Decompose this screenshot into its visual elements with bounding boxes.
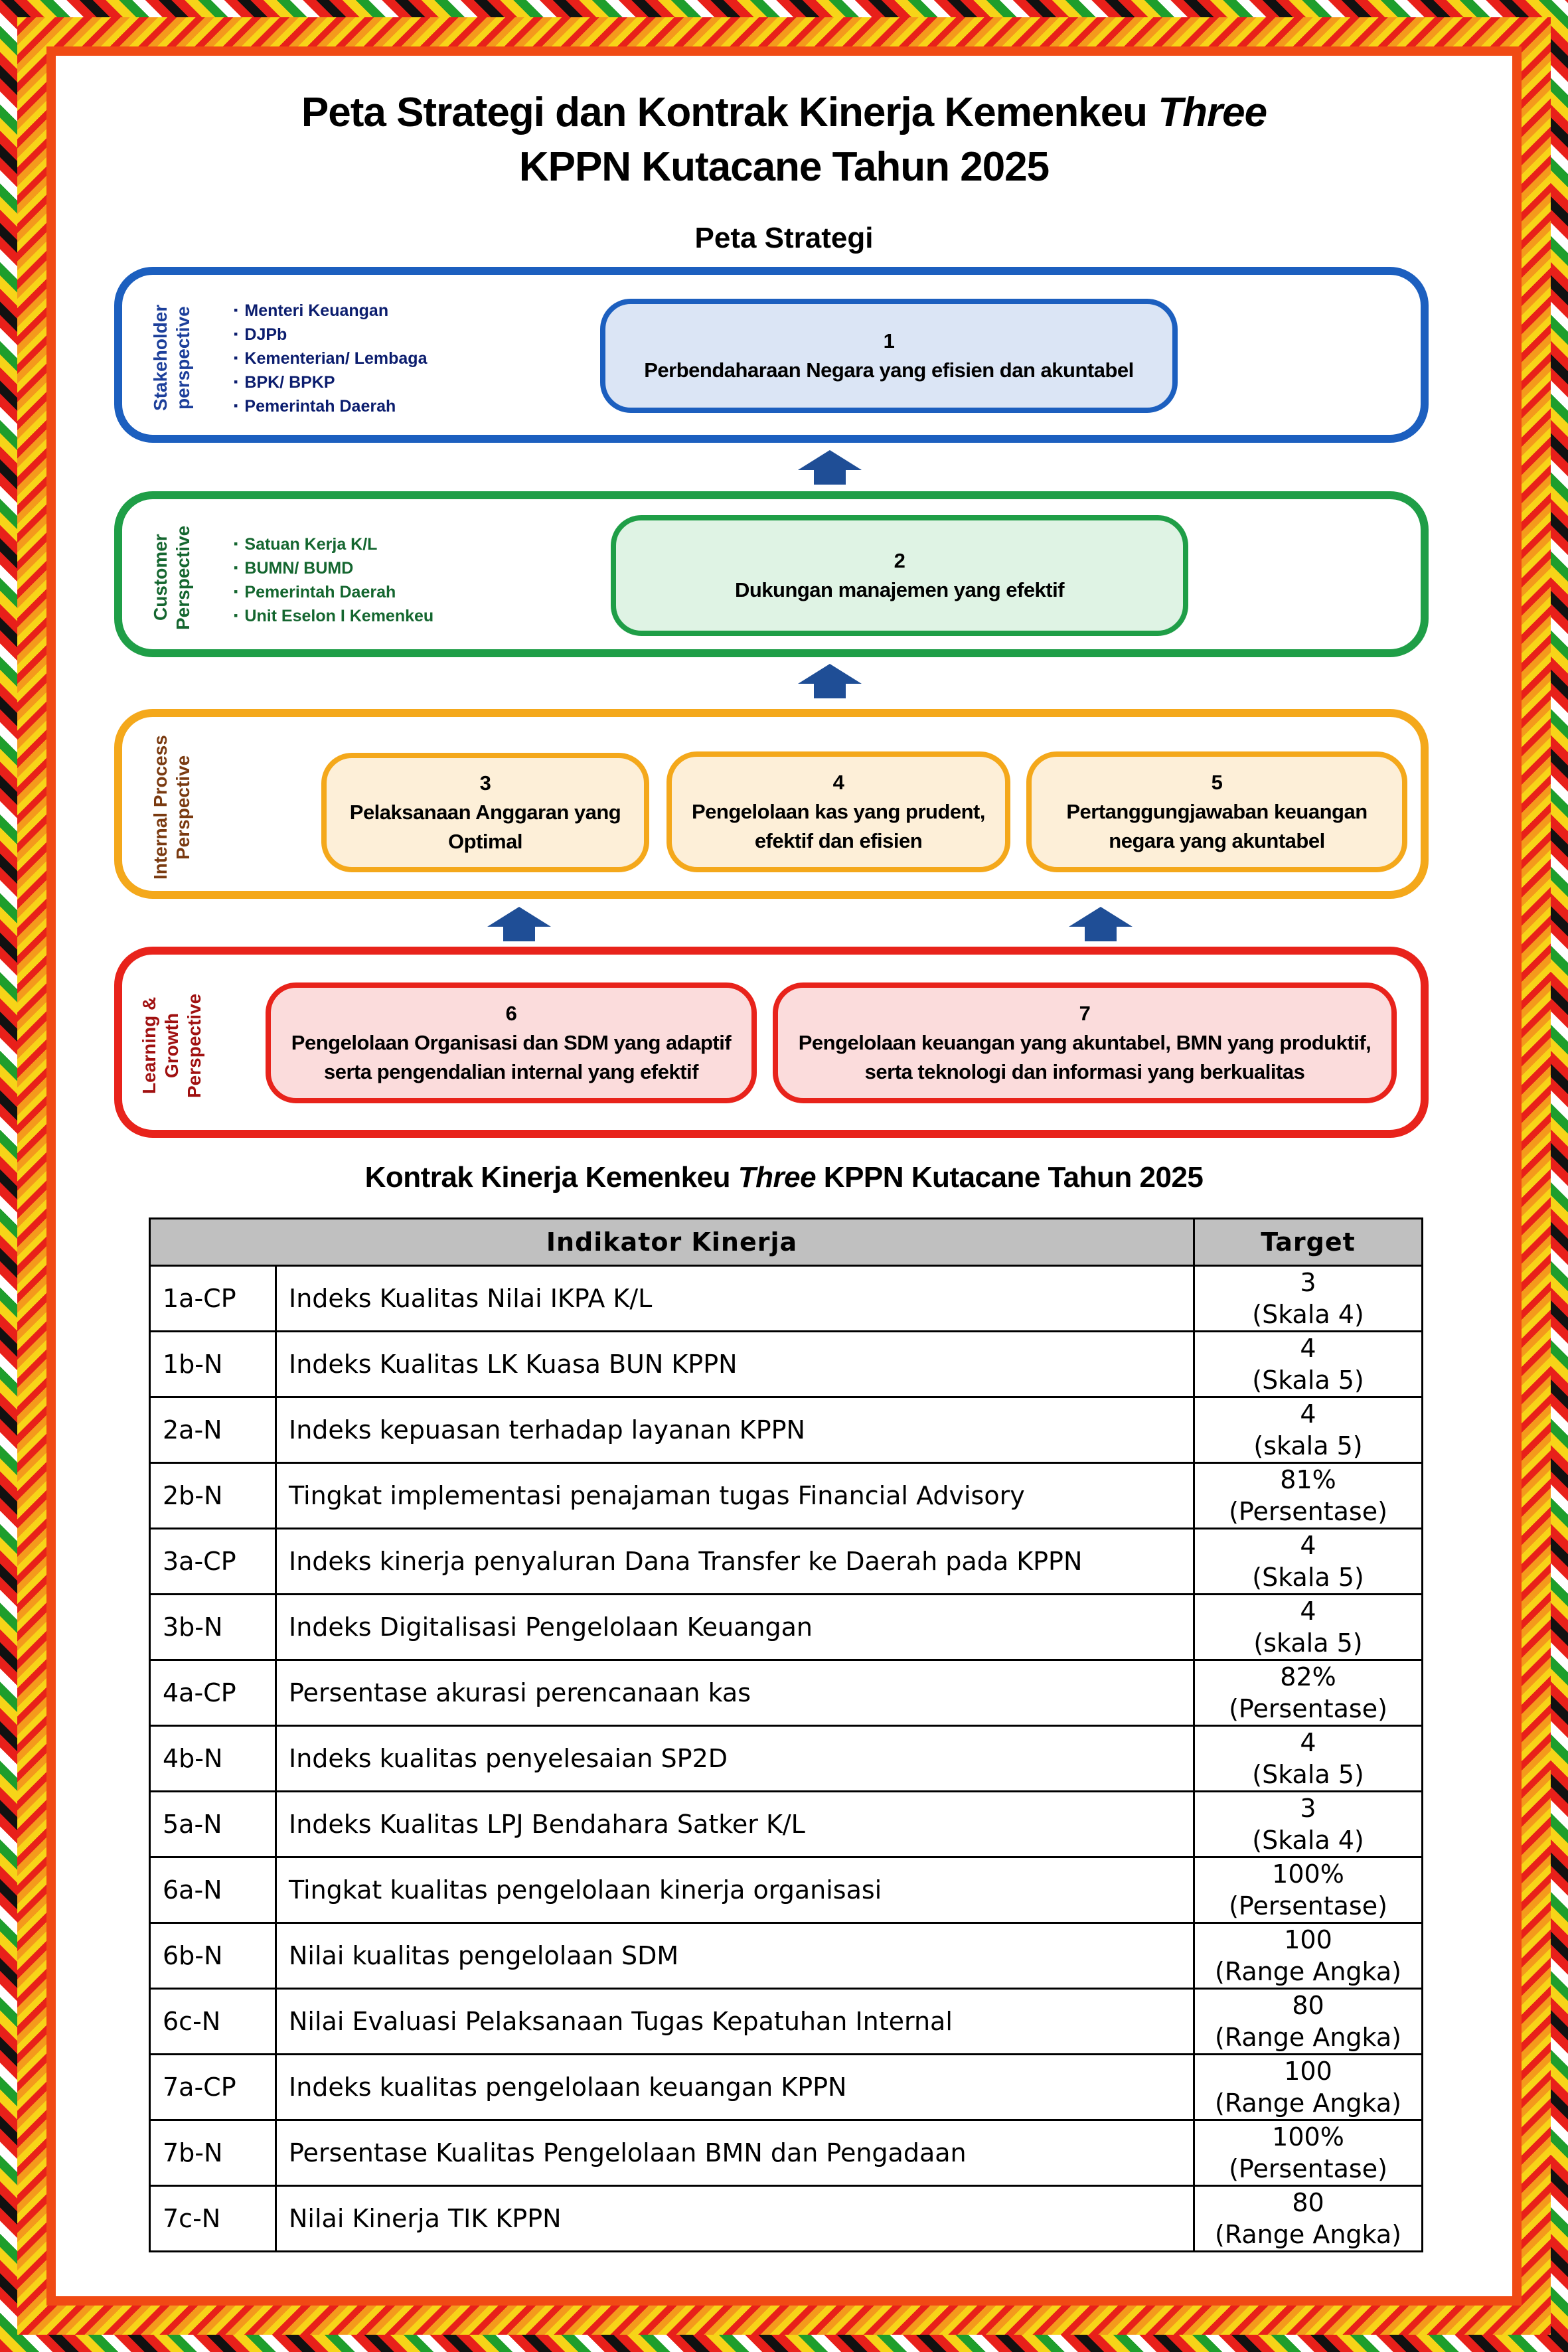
target-scale: (Skala 5): [1252, 1760, 1364, 1789]
indicator-name: Indeks kepuasan terhadap layanan KPPN: [276, 1397, 1194, 1463]
indicator-code: 7c-N: [150, 2186, 276, 2252]
up-arrow-stem: [503, 927, 535, 941]
table-header-row: [150, 1219, 1423, 1266]
indicator-name: Indeks kinerja penyaluran Dana Transfer ke Daerah pada KPPN: [276, 1529, 1194, 1595]
indicator-target: [1194, 1989, 1423, 2055]
target-scale: (Persentase): [1229, 2154, 1387, 2183]
target-value: 4: [1300, 1597, 1316, 1626]
table-row: [150, 1923, 1423, 1989]
target-value: 100: [1284, 2057, 1332, 2086]
table-row: [150, 1266, 1423, 1332]
up-arrow-icon: [798, 450, 862, 470]
target-scale: (Persentase): [1229, 1694, 1387, 1723]
table-row: [150, 2120, 1423, 2186]
objective-text: Pertanggungjawaban keuangan negara yang akuntabel: [1066, 800, 1368, 852]
customer-perspective-label: Customer Perspective: [150, 525, 193, 630]
list-item: ▪ Pemerintah Daerah: [234, 394, 427, 418]
indicator-name: Indeks Kualitas LK Kuasa BUN KPPN: [276, 1332, 1194, 1397]
objective-text: Pengelolaan keuangan yang akuntabel, BMN yang produktif, serta teknologi dan informasi yang berkualitas: [798, 1031, 1372, 1083]
target-scale: (Range Angka): [1215, 2088, 1401, 2118]
indicator-name: Indeks Kualitas Nilai IKPA K/L: [276, 1266, 1194, 1332]
objective-6: [266, 982, 757, 1103]
kontrak-kinerja-table: [149, 1217, 1423, 2252]
indicator-code: 1a-CP: [150, 1266, 276, 1332]
indicator-name: Nilai kualitas pengelolaan SDM: [276, 1923, 1194, 1989]
stakeholder-list: [234, 299, 427, 418]
indicator-target: [1194, 1660, 1423, 1726]
stakeholder-perspective-label: Stakeholder perspective: [150, 304, 193, 412]
table-row: [150, 1332, 1423, 1397]
poster-title-line2: KPPN Kutacane Tahun 2025: [518, 144, 1050, 190]
up-arrow-stem: [814, 684, 846, 698]
target-value: 4: [1300, 1399, 1316, 1429]
table-row: [150, 1529, 1423, 1595]
target-value: 100%: [1272, 1859, 1344, 1889]
indicator-code: 3a-CP: [150, 1529, 276, 1595]
indicator-target: [1194, 1266, 1423, 1332]
internal-process-perspective-label: Internal Process Perspective: [150, 735, 193, 880]
peta-strategi-heading: Peta Strategi: [694, 222, 874, 254]
target-value: 3: [1300, 1268, 1316, 1297]
indicator-code: 3b-N: [150, 1595, 276, 1660]
learning-growth-perspective-label: Learning & Growth Perspective: [139, 993, 204, 1098]
indicator-target: [1194, 1857, 1423, 1923]
target-scale: (skala 5): [1253, 1431, 1363, 1460]
target-value: 4: [1300, 1728, 1316, 1757]
target-value: 4: [1300, 1531, 1316, 1560]
indicator-target: [1194, 2120, 1423, 2186]
indicator-target: [1194, 1595, 1423, 1660]
list-item: ▪ Kementerian/ Lembaga: [234, 347, 427, 370]
objective-text: Dukungan manajemen yang efektif: [734, 578, 1065, 601]
objective-number: 2: [894, 549, 905, 572]
indicator-code: 6b-N: [150, 1923, 276, 1989]
table-row: [150, 1397, 1423, 1463]
list-item: ▪ DJPb: [234, 323, 427, 347]
target-scale: (Range Angka): [1215, 1957, 1401, 1986]
indicator-target: [1194, 1397, 1423, 1463]
target-value: 100%: [1272, 2122, 1344, 2152]
target-scale: (Skala 4): [1252, 1826, 1364, 1855]
objective-text: Pelaksanaan Anggaran yang Optimal: [349, 801, 621, 853]
indicator-name: Nilai Kinerja TIK KPPN: [276, 2186, 1194, 2252]
objective-2: [611, 515, 1188, 636]
target-scale: (Skala 4): [1252, 1300, 1364, 1329]
list-item: ▪ Satuan Kerja K/L: [234, 532, 433, 556]
kontrak-kinerja-heading: [56, 1161, 1512, 1194]
indicator-code: 6c-N: [150, 1989, 276, 2055]
title-text: Peta Strategi dan Kontrak Kinerja Kemenkeu: [301, 90, 1158, 135]
table-row: [150, 1726, 1423, 1792]
up-arrow-icon: [487, 907, 551, 927]
table-row: [150, 1660, 1423, 1726]
poster-page: [56, 56, 1512, 2296]
indicator-code: 2b-N: [150, 1463, 276, 1529]
indicator-target: [1194, 2186, 1423, 2252]
up-arrow-icon: [798, 664, 862, 684]
table-row: [150, 1857, 1423, 1923]
up-arrow-stem: [1085, 927, 1117, 941]
table-row: [150, 2055, 1423, 2120]
indicator-name: Indeks kualitas penyelesaian SP2D: [276, 1726, 1194, 1792]
indicator-name: Tingkat implementasi penajaman tugas Financial Advisory: [276, 1463, 1194, 1529]
indicator-name: Persentase akurasi perencanaan kas: [276, 1660, 1194, 1726]
indicator-name: Indeks kualitas pengelolaan keuangan KPPN: [276, 2055, 1194, 2120]
column-header-target: Target: [1194, 1219, 1423, 1266]
target-scale: (Skala 5): [1252, 1563, 1364, 1592]
target-value: 82%: [1280, 1662, 1336, 1691]
table-row: [150, 1595, 1423, 1660]
customer-perspective-panel: [114, 491, 1429, 657]
target-value: 80: [1292, 1991, 1324, 2020]
up-arrow-icon: [1069, 907, 1133, 927]
stakeholder-perspective-panel: [114, 267, 1429, 443]
target-scale: (Range Angka): [1215, 2220, 1401, 2249]
target-scale: (Skala 5): [1252, 1366, 1364, 1395]
table-row: [150, 1989, 1423, 2055]
list-item: ▪ Pemerintah Daerah: [234, 580, 433, 604]
objective-number: 5: [1211, 771, 1223, 794]
indicator-target: [1194, 1726, 1423, 1792]
title-italic-text: Three: [1158, 90, 1267, 135]
indicator-code: 6a-N: [150, 1857, 276, 1923]
target-value: 100: [1284, 1925, 1332, 1954]
indicator-name: Indeks Digitalisasi Pengelolaan Keuangan: [276, 1595, 1194, 1660]
table-body: [150, 1266, 1423, 2252]
column-header-indikator: Indikator Kinerja: [150, 1219, 1194, 1266]
table-row: [150, 2186, 1423, 2252]
target-value: 80: [1292, 2188, 1324, 2217]
objective-number: 3: [479, 771, 491, 795]
objective-text: Perbendaharaan Negara yang efisien dan akuntabel: [644, 358, 1134, 382]
indicator-target: [1194, 1332, 1423, 1397]
indicator-name: Tingkat kualitas pengelolaan kinerja organisasi: [276, 1857, 1194, 1923]
list-item: ▪ Menteri Keuangan: [234, 299, 427, 323]
target-scale: (Range Angka): [1215, 2023, 1401, 2052]
objective-5: [1026, 751, 1407, 872]
heading-text: Kontrak Kinerja Kemenkeu: [364, 1161, 738, 1194]
indicator-target: [1194, 2055, 1423, 2120]
up-arrow-stem: [814, 470, 846, 485]
learning-growth-perspective-panel: [114, 947, 1429, 1138]
customer-list: [234, 532, 433, 628]
poster-title-line1: [56, 89, 1512, 136]
indicator-code: 7b-N: [150, 2120, 276, 2186]
table-row: [150, 1463, 1423, 1529]
indicator-target: [1194, 1792, 1423, 1857]
objective-text: Pengelolaan Organisasi dan SDM yang adaptif serta pengendalian internal yang efektif: [291, 1031, 732, 1083]
objective-text: Pengelolaan kas yang prudent, efektif dan efisien: [691, 800, 985, 852]
objective-number: 1: [883, 329, 895, 353]
objective-number: 6: [505, 1002, 517, 1025]
list-item: ▪ Unit Eselon I Kemenkeu: [234, 604, 433, 628]
target-scale: (Persentase): [1229, 1497, 1387, 1526]
objective-7: [773, 982, 1397, 1103]
indicator-name: Persentase Kualitas Pengelolaan BMN dan Pengadaan: [276, 2120, 1194, 2186]
objective-3: [321, 753, 649, 872]
indicator-code: 1b-N: [150, 1332, 276, 1397]
heading-text: KPPN Kutacane Tahun 2025: [816, 1161, 1204, 1194]
target-value: 4: [1300, 1334, 1316, 1363]
indicator-name: Indeks Kualitas LPJ Bendahara Satker K/L: [276, 1792, 1194, 1857]
objective-number: 7: [1079, 1002, 1091, 1025]
indicator-name: Nilai Evaluasi Pelaksanaan Tugas Kepatuhan Internal: [276, 1989, 1194, 2055]
target-value: 81%: [1280, 1465, 1336, 1494]
objective-4: [666, 751, 1010, 872]
heading-italic-text: Three: [738, 1161, 817, 1194]
indicator-code: 7a-CP: [150, 2055, 276, 2120]
indicator-target: [1194, 1463, 1423, 1529]
target-scale: (Persentase): [1229, 1891, 1387, 1921]
indicator-code: 5a-N: [150, 1792, 276, 1857]
objective-1: [600, 299, 1178, 413]
indicator-target: [1194, 1923, 1423, 1989]
indicator-target: [1194, 1529, 1423, 1595]
internal-process-perspective-panel: [114, 709, 1429, 899]
indicator-code: 2a-N: [150, 1397, 276, 1463]
list-item: ▪ BPK/ BPKP: [234, 370, 427, 394]
indicator-code: 4a-CP: [150, 1660, 276, 1726]
target-value: 3: [1300, 1794, 1316, 1823]
indicator-code: 4b-N: [150, 1726, 276, 1792]
list-item: ▪ BUMN/ BUMD: [234, 556, 433, 580]
table-row: [150, 1792, 1423, 1857]
target-scale: (skala 5): [1253, 1628, 1363, 1658]
objective-number: 4: [832, 771, 844, 794]
